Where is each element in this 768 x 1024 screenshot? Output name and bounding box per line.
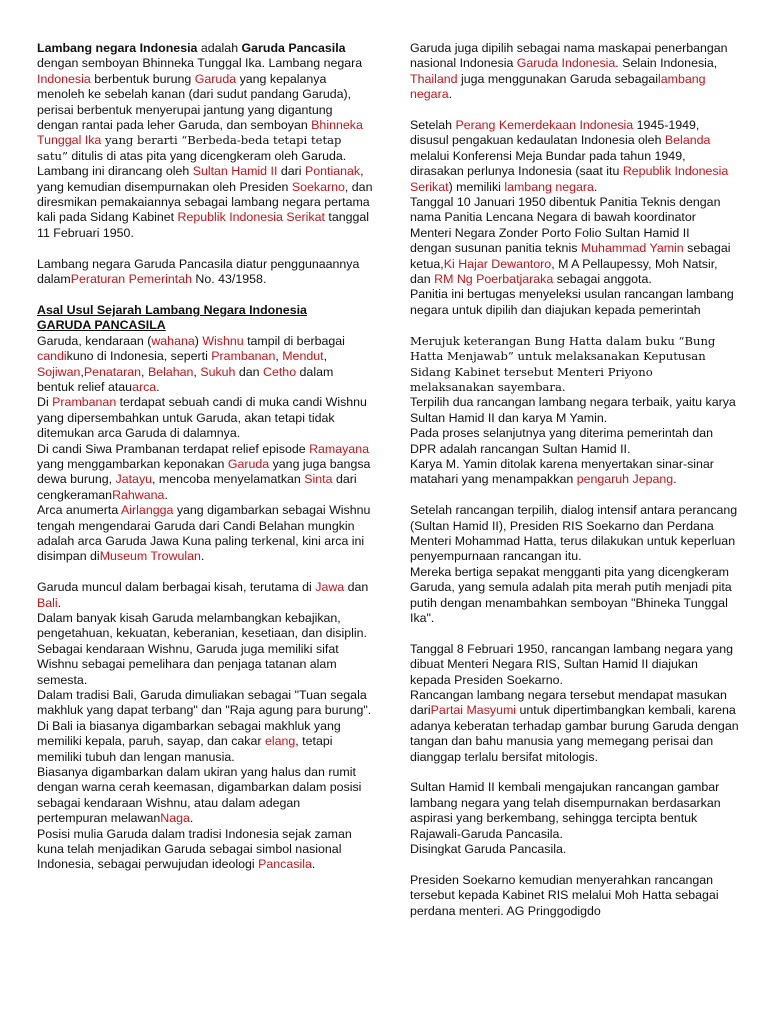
wiki-link[interactable]: Republik Indonesia Serikat [177,210,325,225]
text-run: Garuda, kendaraan ( [37,333,152,348]
paragraph [37,580,373,611]
wiki-link[interactable]: wahana [151,333,195,348]
wiki-link[interactable]: Soekarno [291,179,345,194]
paragraph [37,395,373,441]
text-run: dan [235,364,264,379]
wiki-link[interactable]: Jatayu [115,472,153,487]
text-run: . [593,179,598,194]
paragraph [410,241,740,287]
paragraph: Pada proses selanjutnya yang diterima pemerintah dan DPR adalah rancangan Sultan Hamid II. [410,426,714,456]
text-run: , dan diresmikan pemakaiannya sebagai lambang negara pertama kali pada Sidang Kabinet [37,179,373,225]
paragraph: Setelah rancangan terpilih, dialog intensif antara perancang (Sultan Hamid II), Presiden RIS Soekarno dan Perdana Menteri Mohammad Hatta, terus dilakukan untuk keperluan penyempurnaan rancangan itu. [410,503,738,564]
text-run: , [193,364,201,379]
text-run: melalui Konferensi Meja Bundar pada tahun 1949, dirasakan perlunya Indonesia (saat itu [410,148,686,179]
emphasis-text: Lambang negara Indonesia [37,41,198,55]
wiki-link[interactable]: Mendut [282,349,324,364]
spacer [37,241,373,256]
wiki-link[interactable]: Garuda Indonesia [516,56,616,71]
text-run: ditulis di atas pita yang dicengkeram oleh Garuda. Lambang ini dirancang oleh [37,148,347,179]
paragraph: Tanggal 8 Februari 1950, rancangan lambang negara yang dibuat Menteri Negara RIS, Sultan Hamid II diajukan kepada Presiden Soekarno. [410,641,734,687]
text-run: yang juga bangsa dewa burung, [37,456,371,487]
text-run: sebagai ketua, [410,241,731,271]
text-run: . [164,487,168,502]
text-run: dengan susunan panitia teknis [410,241,581,256]
wiki-link[interactable]: Republik Indonesia Serikat [410,164,729,194]
wiki-link[interactable]: candi [37,349,67,364]
text-run: , M A Pellaupessy, Moh Natsir, dan [410,256,718,287]
wiki-link[interactable]: lambang negara [410,71,706,102]
paragraph: Tanggal 10 Januari 1950 dibentuk Panitia Teknis dengan nama Panitia Lencana Negara di bawah koordinator Menteri Negara Zonder Porto Folio Sultan Hamid II [410,195,721,240]
text-run: untuk dipertimbangkan kembali, karena adanya keberatan terhadap gambar burung Garuda dengan tangan dan bahu manusia yang memegang perisai dan dianggap terlalu bersifat mitologis. [410,703,739,764]
paragraph [37,827,373,873]
text-run: , [141,364,148,379]
wiki-link[interactable]: Bali [37,595,58,610]
wiki-link[interactable]: Pontianak [304,164,361,179]
text-run: kuno di Indonesia, seperti [66,349,212,364]
paragraph: Mereka bertiga sepakat mengganti pita yang dicengkeram Garuda, yang semula adalah pita merah putih menjadi pita putih dengan menambahkan semboyan "Bhineka Tunggal Ika". [410,564,732,625]
wiki-link[interactable]: Naga [160,811,190,826]
paragraph [410,118,740,195]
wiki-link[interactable]: elang [264,734,296,749]
wiki-link[interactable]: pengaruh Jepang [576,472,674,487]
wiki-link[interactable]: Belahan [147,364,194,379]
text-run: . [156,379,160,394]
text-run: , [323,349,328,364]
wiki-link[interactable]: Garuda [194,71,237,86]
text-run: . [57,595,62,610]
paragraph: Sultan Hamid II kembali mengajukan rancangan gambar lambang negara yang telah disempurnakan berdasarkan aspirasi yang berkembang, sehingga tercipta bentuk Rajawali-Garuda Pancasila. [410,780,721,841]
text-run: , yang kemudian disempurnakan oleh Presiden [37,164,364,194]
spacer [410,626,740,641]
paragraph [410,457,740,488]
paragraph [410,41,740,103]
text-run: dalam bentuk relief atau [37,364,334,394]
wiki-link[interactable]: Jawa [315,580,345,595]
text-run: Di candi Siwa Prambanan terdapat relief episode [37,441,310,456]
spacer [37,287,373,302]
left-column [37,41,373,873]
text-run: Biasanya digambarkan dalam ukiran yang halus dan rumit dengan warna cerah keemasan, digambarkan dalam posisi sebagai kendaraan Wishnu, atau dalam adegan pertempuran melawan [37,765,362,826]
paragraph [37,442,373,504]
wiki-link[interactable]: Thailand [410,71,458,86]
paragraph: Dalam tradisi Bali, Garuda dimuliakan sebagai "Tuan segala makhluk yang dapat terbang" dan "Raja agung para burung". [37,688,372,718]
text-run: . [189,811,194,826]
text-run: yang kepalanya menoleh ke sebelah kanan (dari sudut pandang Garuda), perisai berbentuk menyerupai jantung yang digantung dengan rantai pada leher Garuda, dan semboyan [37,71,352,133]
text-run: berbentuk burung [90,71,195,86]
spacer [410,103,740,118]
wiki-link[interactable]: lambang negara [504,179,594,194]
wiki-link[interactable]: Bhinneka Tunggal Ika [37,118,363,148]
text-run: , mencoba menyelamatkan [152,472,305,487]
text-run: Garuda juga dipilih sebagai nama maskapai penerbangan nasional Indonesia [410,41,728,71]
spacer [410,488,740,503]
paragraph [37,334,373,396]
wiki-link[interactable]: Sojiwan [37,364,81,379]
spacer [37,565,373,580]
wiki-link[interactable]: Ramayana [309,441,369,456]
text-run: . Selain Indonesia, [615,56,718,71]
wiki-link[interactable]: Rahwana [112,487,165,502]
quote-text: yang berarti “Berbeda-beda tetapi tetap satu” [37,133,342,163]
wiki-link[interactable]: Partai Masyumi [430,703,517,718]
text-run: 1945-1949, disusul pengakuan kedaulatan Indonesia oleh [410,118,700,148]
text-run: dari [277,164,305,179]
wiki-link[interactable]: Sukuh [200,364,236,379]
text-run: tampil di berbagai [243,333,345,348]
text-run: . [448,87,453,102]
paragraph [37,503,373,565]
spacer [410,765,740,780]
text-run: ) memiliki [448,179,505,194]
text-run: Karya M. Yamin ditolak karena menyertakan sinar-sinar matahari yang menampakkan [410,456,714,487]
text-run: juga menggunakan Garuda sebagai [457,71,658,86]
paragraph: Merujuk keterangan Bung Hatta dalam buku “Bung Hatta Menjawab” untuk melaksanakan Keputusan Sidang Kabinet tersebut Menteri Priyono melaksanakan sayembara. [410,333,716,394]
wiki-link[interactable]: Muhammad Yamin [580,241,684,256]
text-run: Di [37,395,53,410]
wiki-link[interactable]: arca [132,379,157,394]
text-run: terdapat sebuah candi di muka candi Wishnu yang dipersembahkan untuk Garuda, akan tetapi tidak ditemukan arca Garuda di dalamnya. [37,395,367,441]
wiki-link[interactable]: Peraturan Pemerintah [70,272,192,287]
wiki-link[interactable]: RM Ng Poerbatjaraka [434,272,554,287]
paragraph: Panitia ini bertugas menyeleksi usulan rancangan lambang negara untuk dipilih dan diajukan kepada pemerintah [410,287,734,317]
text-run: Posisi mulia Garuda dalam tradisi Indonesia sejak zaman kuna telah menjadikan Garuda sebagai simbol nasional Indonesia, sebagai perwujudan ideologi [37,826,352,872]
text-run: dan [344,580,369,595]
text-run: dari cengkeraman [37,472,357,502]
paragraph [37,765,373,827]
wiki-link[interactable]: Museum Trowulan [99,549,201,564]
section-subheading: GARUDA PANCASILA [37,318,166,333]
paragraph: Dalam banyak kisah Garuda melambangkan kebajikan, pengetahuan, kekuatan, keberanian, kesetiaan, dan disiplin. [37,610,367,641]
wiki-link[interactable]: Prambanan [52,395,117,410]
wiki-link[interactable]: Airlangga [121,503,174,518]
spacer [410,857,740,872]
wiki-link[interactable]: Sinta [304,472,333,487]
paragraph [37,719,373,765]
wiki-link[interactable]: Perang Kemerdekaan Indonesia [455,118,634,133]
text-run: . [311,857,316,872]
paragraph: Disingkat Garuda Pancasila. [410,842,567,857]
wiki-link[interactable]: Prambanan [211,349,276,364]
wiki-link[interactable]: Indonesia [37,71,91,86]
right-column [410,41,740,919]
wiki-link[interactable]: Ki Hajar Dewantoro [443,256,552,271]
text-run: dengan semboyan Bhinneka Tunggal Ika. Lambang negara [37,56,363,71]
text-run: . [200,549,205,564]
wiki-link[interactable]: Wishnu [202,333,244,348]
wiki-link[interactable]: Penataran [83,364,142,379]
paragraph: Sebagai kendaraan Wishnu, Garuda juga memiliki sifat Wishnu sebagai pemelihara dan penjaga tatanan alam semesta. [37,641,339,687]
wiki-link[interactable]: Sultan Hamid II [192,164,278,179]
text-run: Garuda muncul dalam berbagai kisah, terutama di [37,580,316,595]
paragraph [37,257,373,288]
text-run: tanggal 11 Februari 1950. [37,210,370,240]
paragraph [37,41,373,241]
paragraph: Terpilih dua rancangan lambang negara terbaik, yaitu karya Sultan Hamid II dan karya M Yamin. [410,395,736,425]
text-run: , [275,349,283,364]
text-run: Rancangan lambang negara tersebut mendapat masukan dari [410,688,727,718]
text-run: Setelah [410,118,456,133]
text-run: Lambang negara Garuda Pancasila diatur penggunaannya dalam [37,256,360,287]
text-run: Arca anumerta [37,503,122,518]
text-run: ) [194,333,203,348]
section-heading: Asal Usul Sejarah Lambang Negara Indonesia [37,302,307,317]
text-run: adalah [197,41,242,55]
wiki-link[interactable]: Pancasila [258,857,312,872]
text-run: , tetapi memiliki tubuh dan lengan manusia. [37,734,333,764]
text-run: , [80,364,84,379]
wiki-link[interactable]: Garuda [227,456,270,471]
paragraph [410,688,740,765]
emphasis-text: Garuda Pancasila [241,41,346,55]
wiki-link[interactable]: Cetho [263,364,297,379]
text-run: Di Bali ia biasanya digambarkan sebagai makhluk yang memiliki kepala, paruh, sayap, dan cakar [37,718,341,749]
paragraph: Presiden Soekarno kemudian menyerahkan rancangan tersebut kepada Kabinet RIS melalui Moh Hatta sebagai perdana menteri. AG Pringgodigdo [410,872,719,918]
text-run: sebagai anggota. [553,272,652,287]
spacer [410,318,740,333]
wiki-link[interactable]: Belanda [664,133,711,148]
text-run: yang digambarkan sebagai Wishnu tengah mengendarai Garuda dari Candi Belahan mungkin adalah arca Garuda Jawa Kuna paling terkenal, kini arca ini disimpan di [37,503,371,564]
text-run: yang menggambarkan keponakan [37,456,228,471]
text-run: No. 43/1958. [191,272,267,287]
text-run: . [673,472,677,487]
